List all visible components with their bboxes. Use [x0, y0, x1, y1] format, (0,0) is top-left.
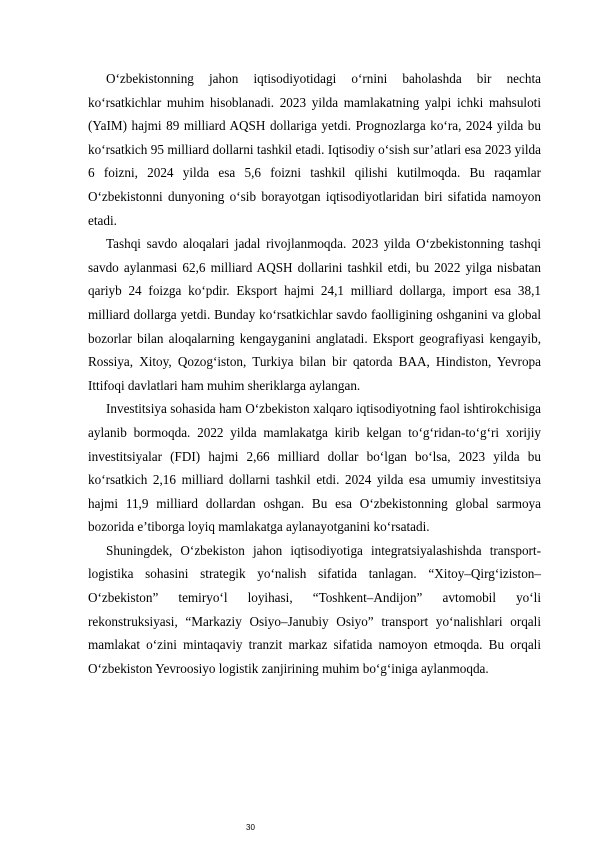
paragraph-logistics: Shuningdek, O‘zbekiston jahon iqtisodiyotiga integratsiyalashishda transport-logistika sohasini strategik yo‘nalish sifatida tanlagan. “Xitoy–Qirg‘iziston–O‘zbekiston” temiryo‘l loyihasi, “Toshkent–Andijon” avtomobil yo‘li rekonstruksiyasi, “Markaziy Osiyo–Janubiy Osiyo” transport yo‘nalishlari orqali mamlakat o‘zini mintaqaviy tranzit markaz sifatida namoyon etmoqda. Bu orqali O‘zbekiston Yevroosiyo logistik zanjirining muhim bo‘g‘iniga aylanmoqda.: [88, 542, 541, 676]
body-text: [88, 67, 541, 680]
page-number: 30: [246, 823, 255, 832]
paragraph-trade: Tashqi savdo aloqalari jadal rivojlanmoqda. 2023 yilda O‘zbekistonning tashqi savdo aylanmasi 62,6 milliard AQSH dollarini tashkil etdi, bu 2022 yilga nisbatan qariyb 24 foizga ko‘pdir. Eksport hajmi 24,1 milliard dollarga, import esa 38,1 milliard dollarga yetdi. Bunday ko‘rsatkichlar savdo faolligining oshganini va global bozorlar bilan aloqalarning kengayganini anglatadi. Eksport geografiyasi kengayib, Rossiya, Xitoy, Qozog‘iston, Turkiya bilan bir qatorda BAA, Hindiston, Yevropa Ittifoqi davlatlari ham muhim sheriklarga aylangan.: [88, 236, 541, 393]
paragraph-gdp: O‘zbekistonning jahon iqtisodiyotidagi o‘rnini baholashda bir nechta ko‘rsatkichlar muhim hisoblanadi. 2023 yilda mamlakatning yalpi ichki mahsuloti (YaIM) hajmi 89 milliard AQSH dollariga yetdi. Prognozlarga ko‘ra, 2024 yilda bu ko‘rsatkich 95 milliard dollarni tashkil etadi. Iqtisodiy o‘sish sur’atlari esa 2023 yilda 6 foizni, 2024 yilda esa 5,6 foizni tashkil qilishi kutilmoqda. Bu raqamlar O‘zbekistonni dunyoning o‘sib borayotgan iqtisodiyotlaridan biri sifatida namoyon etadi.: [88, 71, 541, 228]
paragraph-investment: Investitsiya sohasida ham O‘zbekiston xalqaro iqtisodiyotning faol ishtirokchisiga aylanib bormoqda. 2022 yilda mamlakatga kirib kelgan to‘g‘ridan-to‘g‘ri xorijiy investitsiyalar (FDI) hajmi 2,66 milliard dollar bo‘lgan bo‘lsa, 2023 yilda bu ko‘rsatkich 2,16 milliard dollarni tashkil etdi. 2024 yilda esa umumiy investitsiya hajmi 11,9 milliard dollardan oshgan. Bu esa O‘zbekistonning global sarmoya bozorida e’tiborga loyiq mamlakatga aylanayotganini ko‘rsatadi.: [88, 401, 541, 535]
